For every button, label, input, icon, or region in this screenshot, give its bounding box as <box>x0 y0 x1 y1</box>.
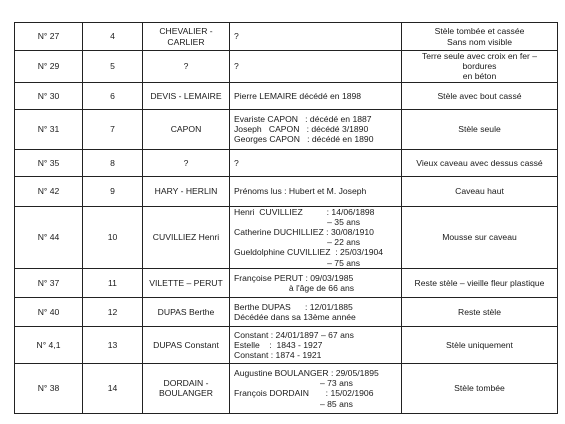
deceased-name-line: – 22 ans <box>234 237 361 248</box>
family-name-cell: DUPAS Constant <box>143 326 230 363</box>
order-number-cell: 9 <box>83 176 143 206</box>
grave-row <box>15 176 558 206</box>
deceased-names-cell <box>230 82 402 109</box>
grave-state-line: Terre seule avec croix en fer – bordures <box>421 51 538 72</box>
plot-number-cell: N° 35 <box>15 149 83 176</box>
deceased-name-line: Constant : 1874 - 1921 <box>234 349 322 360</box>
deceased-name-line: Décédée dans sa 13ème année <box>234 311 356 322</box>
grave-state-cell <box>402 109 558 149</box>
deceased-name-line: ? <box>234 157 239 168</box>
grave-state-line: Stèle avec bout cassé <box>437 90 522 101</box>
deceased-names-cell <box>230 268 402 297</box>
deceased-name-line: Catherine DUCHILLIEZ : 30/08/1910 <box>234 227 374 238</box>
deceased-name-line: à l'âge de 66 ans <box>234 282 355 293</box>
deceased-name-line: Constant : 24/01/1897 – 67 ans <box>234 329 354 340</box>
deceased-names-cell <box>230 176 402 206</box>
plot-number-cell: N° 44 <box>15 206 83 268</box>
grave-state-cell <box>402 206 558 268</box>
deceased-names-cell <box>230 297 402 326</box>
family-name-cell: ? <box>143 149 230 176</box>
grave-row <box>15 268 558 297</box>
plot-number-cell: N° 4,1 <box>15 326 83 363</box>
family-name-cell: DORDAIN - BOULANGER <box>143 363 230 413</box>
deceased-name-line: Pierre LEMAIRE décédé en 1898 <box>234 90 362 101</box>
grave-state-line: Vieux caveau avec dessus cassé <box>416 157 543 168</box>
grave-state-cell <box>402 149 558 176</box>
grave-register-table <box>14 22 558 414</box>
deceased-name-line: Berthe DUPAS : 12/01/1885 <box>234 301 353 312</box>
plot-number-cell: N° 29 <box>15 51 83 83</box>
deceased-name-line: – 73 ans <box>234 378 353 389</box>
grave-row <box>15 206 558 268</box>
grave-state-cell <box>402 326 558 363</box>
grave-state-line: Stèle tombée et cassée <box>434 26 525 37</box>
plot-number-cell: N° 31 <box>15 109 83 149</box>
grave-register-rows <box>15 23 558 414</box>
deceased-names-cell <box>230 23 402 51</box>
order-number-cell: 7 <box>83 109 143 149</box>
cemetery-register-sheet <box>14 22 557 414</box>
order-number-cell: 10 <box>83 206 143 268</box>
grave-state-line: Reste stèle <box>458 306 501 317</box>
plot-number-cell: N° 40 <box>15 297 83 326</box>
grave-state-line: Mousse sur caveau <box>442 232 517 243</box>
order-number-cell: 5 <box>83 51 143 83</box>
deceased-names-cell <box>230 149 402 176</box>
plot-number-cell: N° 27 <box>15 23 83 51</box>
family-name-cell: CAPON <box>143 109 230 149</box>
grave-state-cell <box>402 268 558 297</box>
deceased-name-line: – 85 ans <box>234 398 353 409</box>
grave-state-line: Stèle seule <box>458 124 501 134</box>
grave-state-line: Stèle uniquement <box>446 339 513 350</box>
deceased-name-line: Augustine BOULANGER : 29/05/1895 <box>234 367 379 378</box>
plot-number-cell: N° 37 <box>15 268 83 297</box>
grave-row <box>15 23 558 51</box>
order-number-cell: 12 <box>83 297 143 326</box>
family-name-cell: DEVIS - LEMAIRE <box>143 82 230 109</box>
order-number-cell: 13 <box>83 326 143 363</box>
order-number-cell: 4 <box>83 23 143 51</box>
grave-row <box>15 297 558 326</box>
deceased-name-line: ? <box>234 31 239 42</box>
deceased-name-line: Françoise PERUT : 09/03/1985 <box>234 272 354 283</box>
deceased-name-line: Estelle : 1843 - 1927 <box>234 339 323 350</box>
order-number-cell: 11 <box>83 268 143 297</box>
grave-row <box>15 149 558 176</box>
grave-state-line: Reste stèle – vieille fleur plastique <box>414 277 545 288</box>
family-name-cell: ? <box>143 51 230 83</box>
grave-state-cell <box>402 176 558 206</box>
grave-row <box>15 363 558 413</box>
deceased-names-cell <box>230 363 402 413</box>
family-name-cell: CHEVALIER - CARLIER <box>143 23 230 51</box>
grave-state-cell <box>402 51 558 83</box>
plot-number-cell: N° 30 <box>15 82 83 109</box>
order-number-cell: 14 <box>83 363 143 413</box>
grave-state-line: en béton <box>462 71 497 82</box>
deceased-names-cell <box>230 206 402 268</box>
grave-state-line: Caveau haut <box>455 186 504 196</box>
family-name-cell: HARY - HERLIN <box>143 176 230 206</box>
plot-number-cell: N° 42 <box>15 176 83 206</box>
deceased-names-cell <box>230 326 402 363</box>
deceased-name-line: Joseph CAPON : décédé 3/1890 <box>234 124 369 134</box>
grave-row <box>15 109 558 149</box>
grave-state-cell <box>402 297 558 326</box>
deceased-name-line: Prénoms lus : Hubert et M. Joseph <box>234 186 367 196</box>
family-name-cell: CUVILLIEZ Henri <box>143 206 230 268</box>
deceased-name-line: Henri CUVILLIEZ : 14/06/1898 <box>234 206 375 217</box>
deceased-name-line: – 75 ans <box>234 257 361 268</box>
grave-state-line: Stèle tombée <box>454 383 505 394</box>
grave-row <box>15 326 558 363</box>
order-number-cell: 6 <box>83 82 143 109</box>
grave-state-cell <box>402 363 558 413</box>
deceased-names-cell <box>230 51 402 83</box>
deceased-name-line: François DORDAIN : 15/02/1906 <box>234 388 374 399</box>
grave-row <box>15 51 558 83</box>
grave-state-cell <box>402 23 558 51</box>
order-number-cell: 8 <box>83 149 143 176</box>
family-name-cell: DUPAS Berthe <box>143 297 230 326</box>
plot-number-cell: N° 38 <box>15 363 83 413</box>
grave-state-cell <box>402 82 558 109</box>
deceased-name-line: Gueldolphine CUVILLIEZ : 25/03/1904 <box>234 247 384 258</box>
deceased-name-line: Evariste CAPON : décédé en 1887 <box>234 113 372 124</box>
grave-row <box>15 82 558 109</box>
deceased-name-line: ? <box>234 61 239 72</box>
deceased-name-line: – 35 ans <box>234 216 361 227</box>
deceased-names-cell <box>230 109 402 149</box>
grave-state-line: Sans nom visible <box>447 36 512 47</box>
family-name-cell: VILETTE – PERUT <box>143 268 230 297</box>
deceased-name-line: Georges CAPON : décédé en 1890 <box>234 134 374 145</box>
